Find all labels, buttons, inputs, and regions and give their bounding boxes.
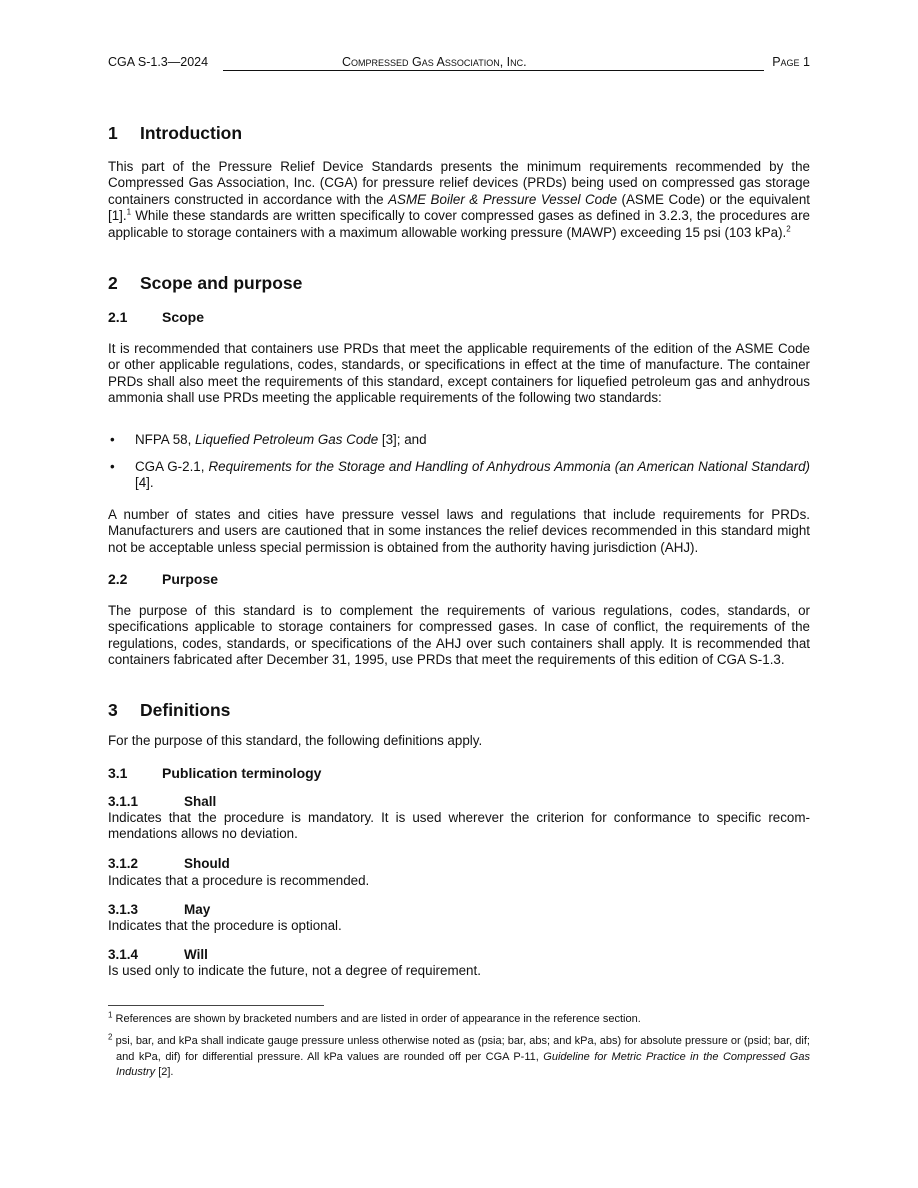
definition-text: Indicates that the procedure is optional. bbox=[108, 918, 342, 933]
definition-term: 3.1.2 Should bbox=[108, 856, 230, 871]
footnote-separator bbox=[108, 1005, 324, 1006]
header-publisher: Compressed Gas Association, Inc. bbox=[342, 55, 527, 69]
section-1-paragraph: This part of the Pressure Relief Device Standards presents the minimum requirements recommended by the Compressed Gas Association, Inc. (CGA) for pressure relief devices (PRDs) being used on compressed gas storage containers constructed in accordance with the ASME Boiler & Pressure Vessel Code (ASME Code) or the equivalent [1].$^1$ While these standards are written specifically to cover compressed gases as defined in 3.2.3, the procedures are applicable to storage containers with a maximum allowable working pressure (MAWP) exceeding 15 psi (103 kPa).$^2$ bbox=[108, 159, 810, 240]
section-2-2-heading: 2.2 Purpose bbox=[108, 571, 219, 587]
header-rule bbox=[223, 70, 764, 71]
running-header bbox=[108, 55, 810, 71]
section-2-heading: 2 Scope and purpose bbox=[108, 273, 303, 293]
scope-paragraph: It is recommended that containers use PRDs that meet the applicable requirements of the edition of the ASME Code or other applicable regulations, codes, standards, or specifications in effect at the time of manufacture. The container PRDs shall also meet the requirements of this standard, except containers for liquefied petroleum gas and anhydrous ammonia shall use PRDs meeting the applicable requirements of the following two standards: bbox=[108, 341, 810, 406]
definition-text: Indicates that the procedure is mandatory. It is used wherever the criterion for conformance to specific recommendations allows no deviation. bbox=[108, 810, 810, 842]
section-1-heading: 1 Introduction bbox=[108, 123, 243, 143]
footnote-ref-1[interactable]: 1 bbox=[126, 207, 132, 217]
scope-paragraph-2: A number of states and cities have pressure vessel laws and regulations that include requirements for PRDs. Manufacturers and users are cautioned that in some instances the relief devices recommended in this standard might not be acceptable unless special permission is obtained from the authority having jurisdiction (AHJ). bbox=[108, 507, 810, 555]
section-3-heading: 3 Definitions bbox=[108, 700, 231, 720]
definition-term: 3.1.4 Will bbox=[108, 947, 208, 962]
section-3-1-heading: 3.1 Publication terminology bbox=[108, 765, 322, 781]
section-2-1-heading: 2.1 Scope bbox=[108, 309, 205, 325]
footnote-2: $^2$ psi, bar, and kPa shall indicate gauge pressure unless otherwise noted as (psia; bar, abs; and kPa, abs) for absolute pressure or (psid; bar, dif; and kPa, dif) for differential pressure. All kPa values are rounded off per CGA P-11, Guideline for Metric Practice in the Compressed Gas Industry [2]. bbox=[108, 1032, 810, 1078]
definition-term: 3.1.1 Shall bbox=[108, 794, 217, 809]
header-doc-id: CGA S-1.3—2024 bbox=[108, 55, 209, 69]
footnote-ref-2[interactable]: 2 bbox=[786, 224, 791, 234]
definition-text: Indicates that a procedure is recommended. bbox=[108, 873, 370, 888]
purpose-paragraph: The purpose of this standard is to complement the requirements of various regulations, codes, standards, or specifications applicable to storage containers for compressed gases. In case of conflict, the requirements of the regulations, codes, standards, or specifications of the AHJ over such containers shall apply. It is recommended that containers fabricated after December 31, 1995, use PRDs that meet the requirements of this edition of CGA S-1.3. bbox=[108, 603, 810, 668]
definition-text: Is used only to indicate the future, not a degree of requirement. bbox=[108, 963, 481, 978]
header-page-number: Page 1 bbox=[772, 55, 810, 69]
definition-term: 3.1.3 May bbox=[108, 902, 211, 917]
definitions-intro: For the purpose of this standard, the following definitions apply. bbox=[108, 733, 483, 748]
footnote-1: $^1$ References are shown by bracketed numbers and are listed in order of appearance in the reference section. bbox=[108, 1010, 641, 1025]
